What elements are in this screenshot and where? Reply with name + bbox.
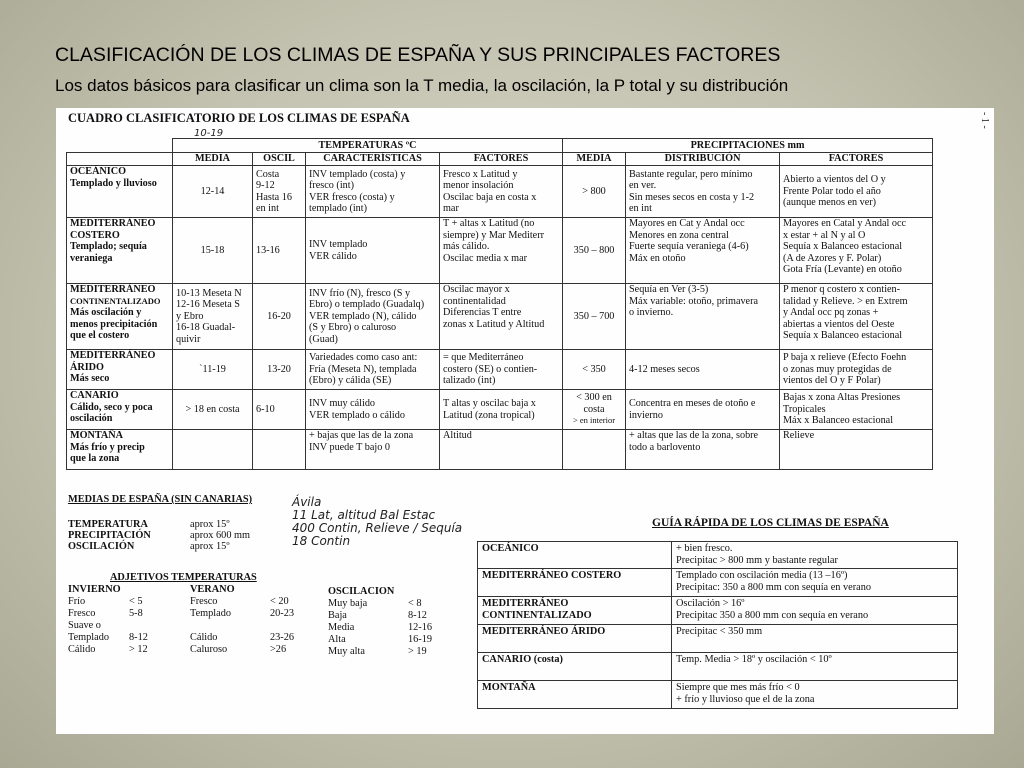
osc-label: Media [328,622,355,633]
adj-value: 8-12 [129,632,148,643]
cell: + bajas que las de la zona INV puede T bajo 0 [306,430,440,470]
cell: INV frío (N), fresco (S y Ebro) o templado (Guadalq) VER templado (N), cálido (S y Ebro) o caluroso (Guad) [306,284,440,350]
cell: Sequía en Ver (3-5) Máx variable: otoño, primavera o invierno. [626,284,780,350]
cell: P menor q costero x contien- talidad y Relieve. > en Extrem y Andal occ pq zonas + abiertas a vientos del Oeste Sequía x Balanceo estacional [780,284,933,350]
adj-label: Cálido [68,644,96,655]
guide-climate: CANARIO (costa) [478,653,672,681]
table-row [67,166,933,218]
temperature-adjectives [68,572,327,656]
cell: Costa 9-12 Hasta 16 en int [253,166,306,218]
adj-value: < 20 [270,596,289,607]
osc-value: < 8 [408,598,422,609]
table-row [67,350,933,390]
cell: P baja x relieve (Efecto Foehn o zonas muy protegidas de vientos del O y F Polar) [780,350,933,390]
adj-value: < 5 [129,596,143,607]
col-header: DISTRIBUCIÓN [626,153,780,166]
cell: 12-14 [173,166,253,218]
winter-header: INVIERNO [68,584,121,595]
adj-label [190,620,270,632]
guide-description: Temp. Media > 18º y oscilación < 10º [672,653,958,681]
adj-value [129,620,190,632]
cell: INV muy cálido VER templado o cálido [306,390,440,430]
cell: 4-12 meses secos [626,350,780,390]
cell: Bastante regular, pero mínimo en ver. Sin meses secos en costa y 1-2 en int [626,166,780,218]
adjective-row [68,632,327,644]
adjective-row [68,608,327,620]
handwritten-line: Ávila [292,495,322,509]
cell: `11-19 [173,350,253,390]
oscillation-title: OSCILACION [328,586,395,597]
average-key: OSCILACIÓN [68,541,135,552]
cell: INV templado VER cálido [306,218,440,284]
cell: Fresco x Latitud y menor insolación Oscilac baja en costa x mar [440,166,563,218]
adj-value: 20-23 [270,608,295,619]
osc-label: Muy baja [328,598,368,609]
cell: Bajas x zona Altas Presiones Tropicales Máx x Balanceo estacional [780,390,933,430]
guide-row [478,653,958,681]
handwritten-line: 400 Contin, Relieve / Sequía [292,521,463,535]
osc-label: Muy alta [328,646,365,657]
guide-row [478,597,958,625]
climate-name: OCEÁNICO Templado y lluvioso [67,166,173,218]
guide-row [478,569,958,597]
header-precipitations: PRECIPITACIONES mm [563,139,933,153]
climate-name-small: CONTINENTALIZADO [70,295,161,306]
average-row [68,541,278,552]
cell: 13-16 [253,218,306,284]
quick-guide-table [477,541,958,709]
climate-name-main: MEDITERRÁNEO [70,284,156,295]
cell: 350 – 700 [563,284,626,350]
average-key: TEMPERATURA [68,519,148,530]
cell: > 18 en costa [173,390,253,430]
guide-description: Oscilación > 16º Precipitac 350 a 800 mm con sequía en verano [672,597,958,625]
guide-row [478,542,958,569]
average-value: aprox 15º [190,541,230,552]
adj-label: Suave o [68,620,101,631]
osc-value: 12-16 [408,622,433,633]
table-row [67,218,933,284]
cell: > 800 [563,166,626,218]
cell: T altas y oscilac baja x Latitud (zona tropical) [440,390,563,430]
osc-label: Alta [328,634,346,645]
summer-header: VERANO [190,584,235,595]
adjective-row [68,596,327,608]
col-header: MEDIA [563,153,626,166]
adj-label: Cálido [190,632,218,643]
adj-label: Frío [68,596,86,607]
climate-name: MEDITERRÁNEO ÁRIDO Más seco [67,350,173,390]
cell: Relieve [780,430,933,470]
cell: = que Mediterráneo costero (SE) o contien- talizado (int) [440,350,563,390]
table-row [67,390,933,430]
average-row [68,519,278,530]
cell: 15-18 [173,218,253,284]
cell: Mayores en Catal y Andal occ x estar + al N y al O Sequía x Balanceo estacional (A de Azores y F. Polar) Gota Fría (Levante) en otoño [780,218,933,284]
header-temperatures: TEMPERATURAS ºC [173,139,563,153]
guide-description: Precipitac < 350 mm [672,625,958,653]
osc-label: Baja [328,610,347,621]
cell [563,390,626,430]
adjective-row [68,644,327,656]
climate-table [66,138,933,470]
cell [563,430,626,470]
adjectives-title: ADJETIVOS TEMPERATURAS [110,572,257,583]
cell: Concentra en meses de otoño e invierno [626,390,780,430]
adj-label: Templado [68,632,110,643]
guide-climate: OCEÁNICO [478,542,672,569]
cell: 13-20 [253,350,306,390]
guide-climate: MONTAÑA [478,681,672,709]
osc-value: 16-19 [408,634,433,645]
slide-subtitle: Los datos básicos para clasificar un clima son la T media, la oscilación, la P total y su distribución [55,76,789,95]
adjective-row [68,620,327,632]
cell: INV templado (costa) y fresco (int) VER fresco (costa) y templado (int) [306,166,440,218]
cell: Abierto a vientos del O y Frente Polar todo el año (aunque menos en ver) [780,166,933,218]
climate-name: CANARIO Cálido, seco y poca oscilación [67,390,173,430]
guide-climate: MEDITERRÁNEO ÁRIDO [478,625,672,653]
cell-text: < 300 en costa [576,392,612,415]
cell: < 350 [563,350,626,390]
climate-name [67,284,173,350]
oscillation-row [328,622,432,634]
cell: 10-13 Meseta N 12-16 Meseta S y Ebro 16-18 Guadal- quivir [173,284,253,350]
adj-value: >26 [270,644,287,655]
guide-climate: MEDITERRÁNEO CONTINENTALIZADO [478,597,672,625]
adj-label: Templado [190,608,232,619]
climate-name-rest: Más oscilación y menos precipitación que el costero [70,307,158,341]
cell: 16-20 [253,284,306,350]
adj-label: Fresco [190,596,218,607]
handwritten-line: 18 Contin [292,534,351,548]
col-header: CARACTERÍSTICAS [306,153,440,166]
quick-guide-title: GUÍA RÁPIDA DE LOS CLIMAS DE ESPAÑA [652,517,889,529]
document-title: CUADRO CLASIFICATORIO DE LOS CLIMAS DE ESPAÑA [68,111,410,125]
handwritten-line: 11 Lat, altitud Bal Estac [292,508,436,522]
cell: 6-10 [253,390,306,430]
osc-value: > 19 [408,646,427,657]
average-key: PRECIPITACIÓN [68,530,151,541]
adj-label: Caluroso [190,644,228,655]
climate-name: MEDITERRÁNEO COSTERO Templado; sequía veraniega [67,218,173,284]
col-header: MEDIA [173,153,253,166]
adj-value [270,620,327,632]
cell: 350 – 800 [563,218,626,284]
cell: Altitud [440,430,563,470]
adj-label: Fresco [68,608,96,619]
col-header: FACTORES [780,153,933,166]
cell: T + altas x Latitud (no siempre) y Mar Mediterr más cálido. Oscilac media x mar [440,218,563,284]
cell: Variedades como caso ant: Fría (Meseta N), templada (Ebro) y cálida (SE) [306,350,440,390]
adj-value: > 12 [129,644,148,655]
average-value: aprox 600 mm [190,530,251,541]
handwritten-mark: 10-19 [194,128,224,139]
oscillation-row [328,634,432,646]
slide-title: CLASIFICACIÓN DE LOS CLIMAS DE ESPAÑA Y SUS PRINCIPALES FACTORES [55,44,781,66]
oscillation-row [328,646,432,658]
oscillation-legend [328,586,432,658]
adj-value: 23-26 [270,632,295,643]
col-header: OSCIL [253,153,306,166]
cell: + altas que las de la zona, sobre todo a barlovento [626,430,780,470]
guide-climate: MEDITERRÁNEO COSTERO [478,569,672,597]
guide-description: Siempre que mes más frío < 0 + frío y lluvioso que el de la zona [672,681,958,709]
oscillation-row [328,610,432,622]
osc-value: 8-12 [408,610,427,621]
spain-averages [68,494,278,552]
table-row [67,430,933,470]
average-row [68,530,278,541]
table-row [67,284,933,350]
guide-description: + bien fresco. Precipitac > 800 mm y bastante regular [672,542,958,569]
oscillation-row [328,598,432,610]
adj-value: 5-8 [129,608,143,619]
scanned-document [56,108,994,734]
handwritten-notes [292,496,462,548]
page-mark: - 1 - [979,112,990,129]
cell: Mayores en Cat y Andal occ Menores en zona central Fuerte sequía veraniega (4-6) Máx en otoño [626,218,780,284]
col-header: FACTORES [440,153,563,166]
cell: Oscilac mayor x continentalidad Diferencias T entre zonas x Latitud y Altitud [440,284,563,350]
guide-description: Templado con oscilación media (13 –16º) Precipitac: 350 a 800 mm con sequía en verano [672,569,958,597]
guide-row [478,681,958,709]
average-value: aprox 15º [190,519,230,530]
guide-row [478,625,958,653]
cell [253,430,306,470]
cell [173,430,253,470]
cell-small-text: > en interior [572,415,616,426]
climate-name: MONTAÑA Más frío y precip que la zona [67,430,173,470]
averages-title: MEDIAS DE ESPAÑA (SIN CANARIAS) [68,494,253,505]
